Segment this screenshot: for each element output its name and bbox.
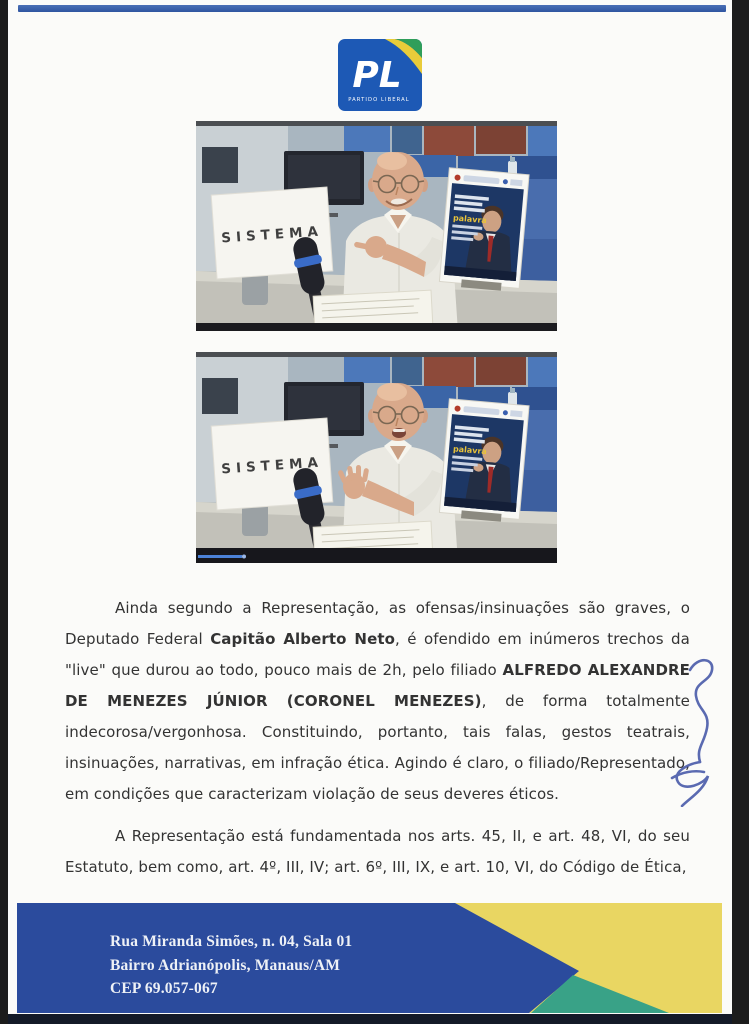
address-line-district: Bairro Adrianópolis, Manaus/AM <box>110 956 341 974</box>
page-bottom-edge <box>8 1014 732 1024</box>
video-progress-bar <box>196 548 557 563</box>
footer <box>17 900 722 1015</box>
studio-photo-1 <box>196 121 557 331</box>
paragraph-accusations: Ainda segundo a Representação, as ofensas/insinuações são graves, o Deputado Federal Capitão Alberto Neto, é ofendido em inúmeros trechos da "live" que durou ao todo, pouco mais de 2h, pelo filiado ALFREDO ALEXANDRE DE MENEZES JÚNIOR (CORONEL MENEZES), de forma totalmente indecorosa/vergonhosa. Constituindo, portanto, tais falas, gestos teatrais, insinuações, narrativas, em infração ética. Agindo é claro, o filiado/Representado, em condições que caracterizam violação de seus deveres éticos. <box>65 599 690 803</box>
logo-initials: PL <box>352 55 402 96</box>
pl-party-logo <box>337 38 423 112</box>
address-line-street: Rua Miranda Simões, n. 04, Sala 01 <box>110 933 353 950</box>
footer-address <box>110 930 352 1001</box>
pen-scribble <box>660 652 735 807</box>
address-line-cep: CEP 69.057-067 <box>110 980 218 997</box>
logo-party-name: PARTIDO LIBERAL <box>348 97 410 103</box>
paragraph-legal-basis: A Representação está fundamentada nos arts. 45, II, e art. 48, VI, do seu Estatuto, bem como, art. 4º, III, IV; art. 6º, III, IX, e art. 10, VI, do Código de Ética, <box>65 827 690 876</box>
scanned-page <box>8 0 732 1024</box>
studio-photo-2 <box>196 352 557 563</box>
top-divider-rule <box>18 5 726 12</box>
open-mouth <box>392 428 406 438</box>
